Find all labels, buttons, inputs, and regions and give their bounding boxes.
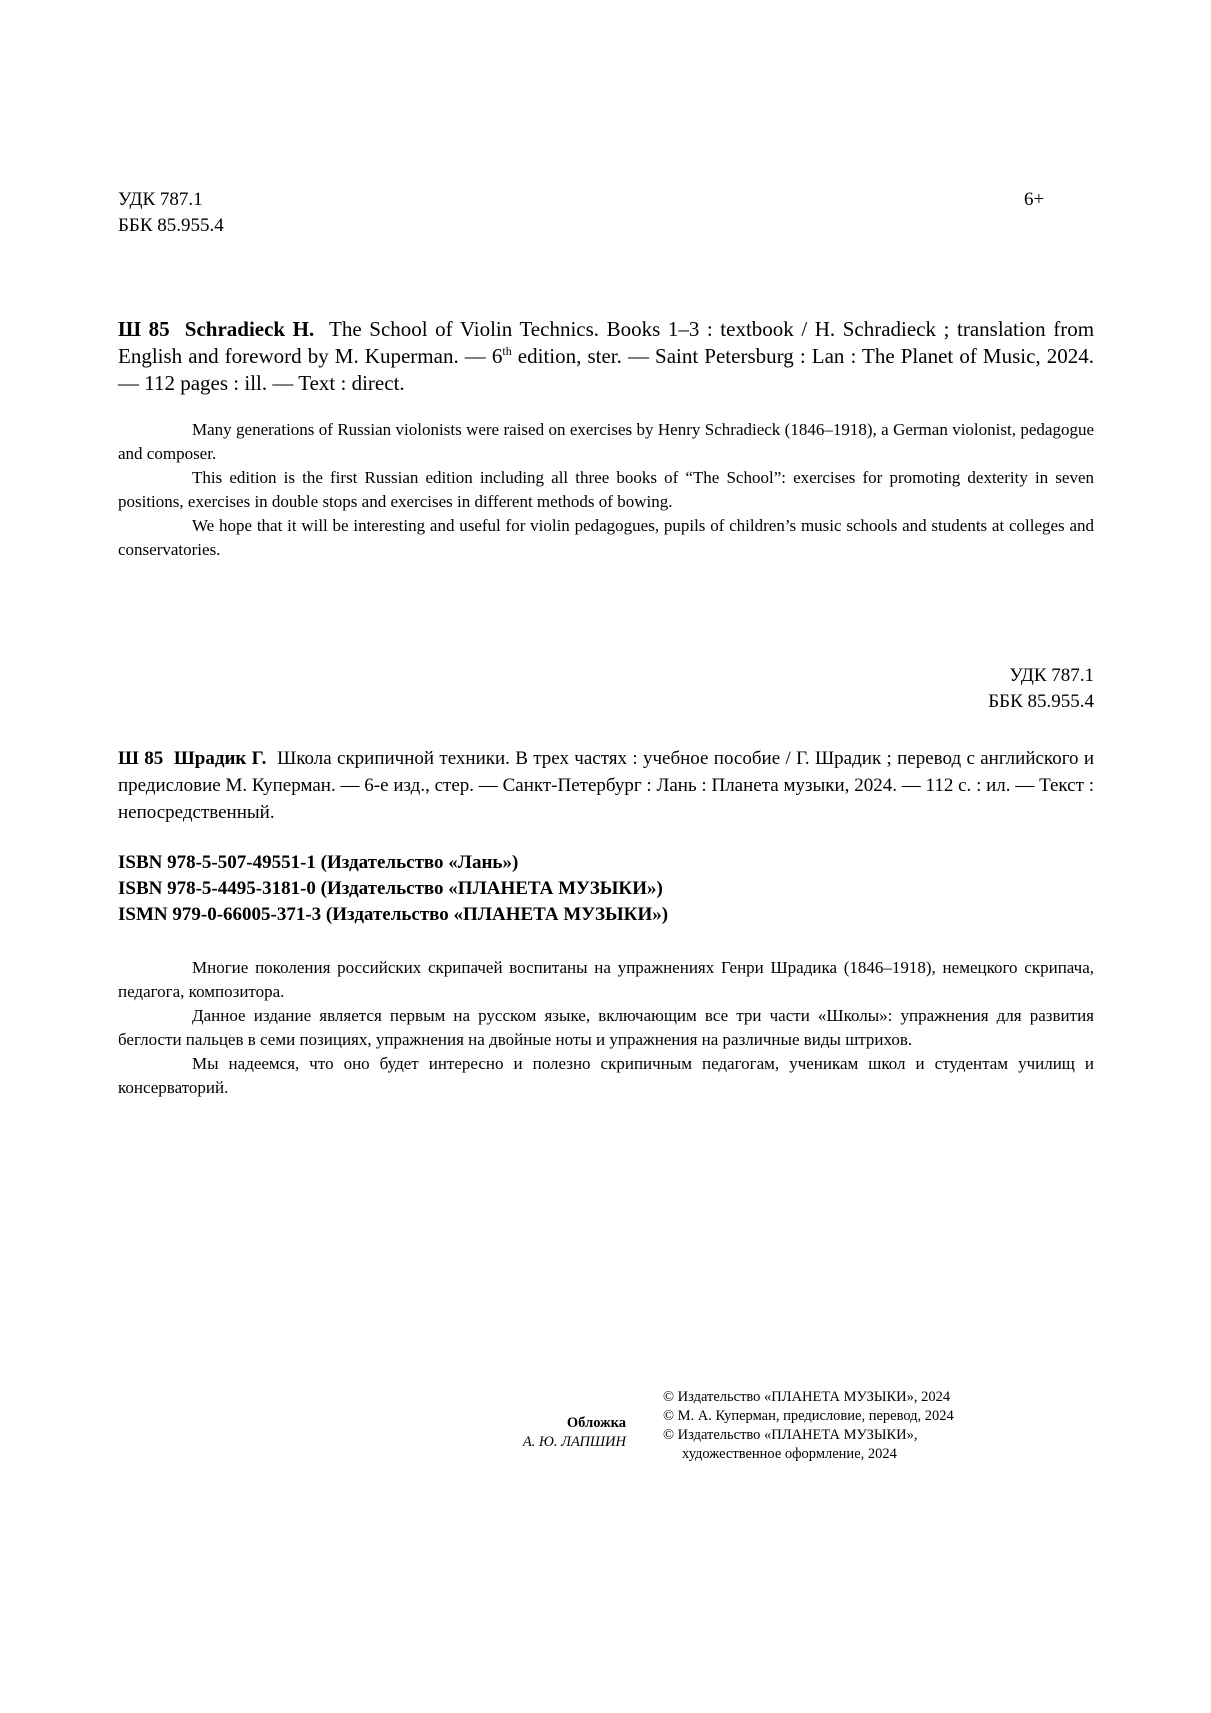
age-rating: 6+ — [1024, 189, 1045, 210]
bib-sup-en: th — [502, 344, 512, 358]
bib-code-en: Ш 85 — [118, 317, 170, 341]
bib-code-ru: Ш 85 — [118, 748, 164, 769]
bib-author-en: Schradieck H. — [184, 317, 315, 341]
copyright-3: © Издательство «ПЛАНЕТА МУЗЫКИ», — [663, 1427, 918, 1443]
copyright-1: © Издательство «ПЛАНЕТА МУЗЫКИ», 2024 — [663, 1389, 951, 1405]
abstract-en-p3: We hope that it will be interesting and useful for violin pedagogues, pupils of children’s music schools and students at colleges and conservatories. — [118, 516, 1094, 559]
bbk-en: ББК 85.955.4 — [118, 215, 224, 236]
abstract-ru-p1: Многие поколения российских скрипачей воспитаны на упражнениях Генри Шрадика (1846–1918), немецкого скрипача, педагога, композитора. — [118, 958, 1094, 1001]
bib-entry-en — [118, 316, 1094, 397]
bbk-ru: ББК 85.955.4 — [988, 691, 1094, 712]
ismn-planeta: ISMN 979-0-66005-371-3 (Издательство «ПЛАНЕТА МУЗЫКИ») — [118, 904, 669, 925]
abstract-ru-p2: Данное издание является первым на русском языке, включающим все три части «Школы»: упражнения для развития беглости пальцев в семи позициях, упражнения на двойные ноты и упражнения на различные виды штрихов. — [118, 1006, 1094, 1049]
abstract-en — [118, 418, 1094, 562]
cover-credit — [523, 1414, 626, 1452]
udk-en: УДК 787.1 — [118, 189, 203, 210]
cover-artist: А. Ю. ЛАПШИН — [522, 1434, 626, 1450]
abstract-ru-p3: Мы надеемся, что оно будет интересно и полезно скрипичным педагогам, ученикам школ и студентам училищ и консерваторий. — [118, 1054, 1094, 1097]
copyright-2: © М. А. Куперман, предисловие, перевод, 2024 — [663, 1408, 954, 1424]
bib-text-en-2: edition, ster. — Saint Petersburg : Lan : The Planet of Music, 2024. — 112 pages : ill. — Text : direct. — [118, 344, 1094, 395]
bib-text-ru: Школа скрипичной техники. В трех частях : учебное пособие / Г. Шрадик ; перевод с английского и предисловие М. Куперман. — 6-е изд., стер. — Санкт-Петербург : Лань : Планета музыки, 2024. — 112 с. : ил. — Текст : непосредственный. — [118, 748, 1095, 823]
abstract-en-p1: Many generations of Russian violonists were raised on exercises by Henry Schradieck (1846–1918), a German violonist, pedagogue and composer. — [118, 420, 1094, 463]
bib-author-ru: Шрадик Г. — [173, 748, 267, 769]
abstract-ru — [118, 956, 1094, 1100]
abstract-en-p2: This edition is the first Russian edition including all three books of “The School”: exercises for promoting dexterity in seven positions, exercises in double stops and exercises in different methods of bowing. — [118, 468, 1094, 511]
cover-label: Обложка — [566, 1415, 626, 1431]
bib-entry-ru — [118, 745, 1094, 826]
bib-text-en-1: The School of Violin Technics. Books 1–3 : textbook / H. Schradieck ; translation from English and foreword by M. Kuperman. — 6 — [118, 317, 1095, 368]
copyright-4: художественное оформление, 2024 — [682, 1446, 897, 1462]
isbn-lan: ISBN 978-5-507-49551-1 (Издательство «Лань») — [118, 852, 519, 873]
udk-ru: УДК 787.1 — [1009, 665, 1094, 686]
isbn-block — [118, 850, 668, 928]
copyright-block — [663, 1388, 954, 1464]
isbn-planeta: ISBN 978-5-4495-3181-0 (Издательство «ПЛАНЕТА МУЗЫКИ») — [118, 878, 663, 899]
